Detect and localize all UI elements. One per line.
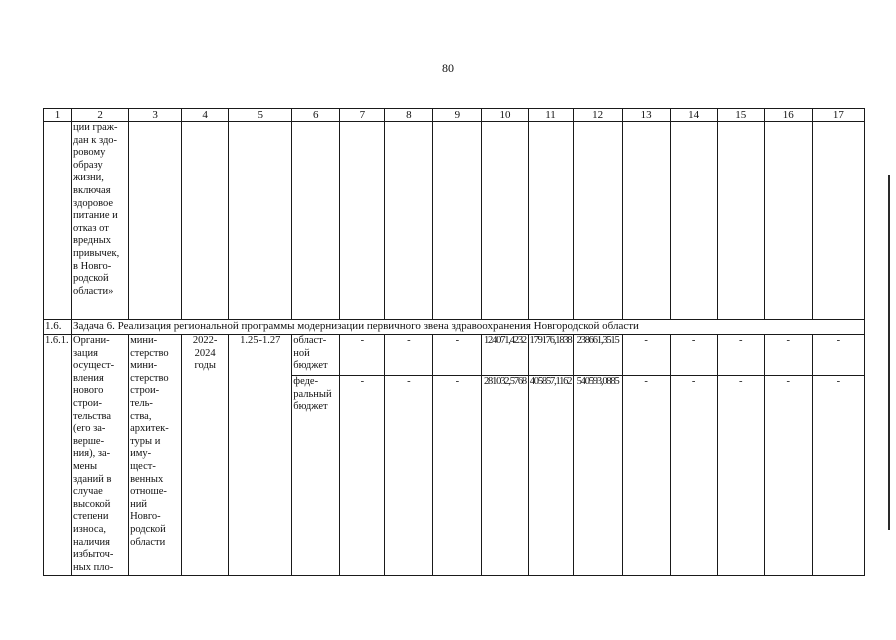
amount-cell: 179176,1838 [528, 335, 573, 376]
value-cell: - [764, 335, 812, 376]
amount-cell: 405857,1162 [528, 376, 573, 576]
text-line: образу [73, 159, 103, 171]
value-cell: - [622, 376, 670, 576]
text-line: верше- [73, 435, 105, 447]
text-line: степени [73, 511, 109, 523]
table-cell [812, 122, 864, 320]
col-header: 6 [292, 109, 340, 122]
col-header: 9 [433, 109, 482, 122]
amount-cell: 281032,5768 [482, 376, 528, 576]
value-cell: - [717, 376, 764, 576]
text-line: Органи- [73, 335, 110, 346]
text-line: ровому [73, 147, 106, 159]
value-cell: - [812, 335, 864, 376]
text-line: питание и [73, 210, 118, 222]
text-line: тельства [73, 410, 112, 422]
table-cell [528, 122, 573, 320]
col-header: 5 [229, 109, 292, 122]
task-title: Задача 6. Реализация региональной программы модернизации первичного звена здравоохранения Новгородской области [72, 320, 865, 335]
text-line: жизни, [73, 172, 104, 184]
table-cell [670, 122, 717, 320]
value-cell: - [340, 376, 385, 576]
table-cell [433, 122, 482, 320]
col-header: 11 [528, 109, 573, 122]
text-line: стерство [130, 347, 169, 359]
text-line: наличия [73, 536, 110, 548]
task-row [44, 320, 865, 335]
task-number: 1.6. [44, 320, 72, 335]
text-line: зация [73, 347, 98, 359]
text-line: тель- [130, 397, 153, 409]
table-cell [44, 122, 72, 320]
col-header: 13 [622, 109, 670, 122]
program-table [43, 108, 865, 576]
value-cell: - [433, 376, 482, 576]
text-line: щест- [130, 460, 156, 472]
period-cell [182, 335, 229, 576]
item-number: 1.6.1. [44, 335, 72, 576]
value-cell: - [670, 335, 717, 376]
col-header: 8 [385, 109, 433, 122]
table-cell [340, 122, 385, 320]
text-line: ния), за- [73, 448, 111, 460]
value-cell: - [812, 376, 864, 576]
col-header: 10 [482, 109, 528, 122]
text-line: област- [293, 335, 327, 346]
text-line: дан к здо- [73, 134, 118, 146]
col-header: 1 [44, 109, 72, 122]
text-line: отказ от [73, 222, 109, 234]
text-line: осущест- [73, 360, 115, 372]
table-cell [622, 122, 670, 320]
col-header: 3 [129, 109, 182, 122]
page-edge-mark [888, 175, 890, 530]
value-cell: - [622, 335, 670, 376]
text-line: в Новго- [73, 260, 112, 272]
text-line: туры и [130, 435, 161, 447]
text-line: 2022- [192, 335, 218, 346]
text-line: бюджет [293, 401, 328, 413]
col-header: 15 [717, 109, 764, 122]
text-line: включая [73, 184, 111, 196]
text-line: здоровое [73, 197, 114, 209]
text-line: износа, [73, 523, 107, 535]
text-line: архитек- [130, 423, 169, 435]
table-cell [482, 122, 528, 320]
col-header: 7 [340, 109, 385, 122]
text-line: ний [130, 498, 147, 510]
col-header: 14 [670, 109, 717, 122]
amount-cell: 124071,4232 [482, 335, 528, 376]
amount-cell: 238661,3515 [573, 335, 622, 376]
text-line: нового [73, 385, 104, 397]
text-line: 2024 [194, 347, 216, 359]
continuation-name-cell [72, 122, 129, 320]
col-header: 2 [72, 109, 129, 122]
table-cell [229, 122, 292, 320]
text-line: вредных [73, 235, 112, 247]
text-line: ции граж- [73, 122, 118, 133]
text-line: мены [73, 460, 98, 472]
funding-row-regional [44, 335, 865, 376]
table-cell [385, 122, 433, 320]
text-line: родской [130, 523, 166, 535]
table-cell [292, 122, 340, 320]
table-cell [182, 122, 229, 320]
col-header: 12 [573, 109, 622, 122]
continuation-row [44, 122, 865, 320]
text-line: строи- [130, 385, 160, 397]
text-line: отноше- [130, 486, 167, 498]
text-line: стерство [130, 372, 169, 384]
text-line: случае [73, 486, 103, 498]
value-cell: - [433, 335, 482, 376]
text-line: Новго- [130, 511, 161, 523]
text-line: венных [130, 473, 164, 485]
text-line: феде- [293, 376, 319, 387]
text-line: привычек, [73, 247, 120, 259]
text-line: бюджет [293, 360, 328, 372]
text-line: мини- [130, 360, 158, 372]
text-line: ной [293, 347, 310, 359]
text-line: ральный [293, 388, 332, 400]
value-cell: - [764, 376, 812, 576]
text-line: области» [73, 285, 114, 297]
amount-cell: 540593,0885 [573, 376, 622, 576]
text-line: ных пло- [73, 561, 114, 573]
value-cell: - [385, 335, 433, 376]
col-header: 4 [182, 109, 229, 122]
text-line: избыточ- [73, 549, 114, 561]
text-line: мини- [130, 335, 158, 346]
page-number: 80 [442, 61, 454, 75]
table-cell [573, 122, 622, 320]
indicators-cell: 1.25-1.27 [229, 335, 292, 576]
text-line: ства, [130, 410, 152, 422]
table-cell [129, 122, 182, 320]
text-line: строи- [73, 397, 103, 409]
value-cell: - [385, 376, 433, 576]
col-header: 16 [764, 109, 812, 122]
text-line: зданий в [73, 473, 112, 485]
col-header: 17 [812, 109, 864, 122]
funding-source-cell [292, 335, 340, 376]
text-line: иму- [130, 448, 152, 460]
text-line: вления [73, 372, 104, 384]
value-cell: - [717, 335, 764, 376]
value-cell: - [340, 335, 385, 376]
column-number-row [44, 109, 865, 122]
table-cell [764, 122, 812, 320]
text-line: (его за- [73, 423, 106, 435]
text-line: родской [73, 273, 109, 285]
funding-source-cell [292, 376, 340, 576]
item-name-cell [72, 335, 129, 576]
table-cell [717, 122, 764, 320]
value-cell: - [670, 376, 717, 576]
text-line: годы [194, 360, 216, 372]
executor-cell [129, 335, 182, 576]
text-line: области [130, 536, 166, 548]
text-line: высокой [73, 498, 111, 510]
